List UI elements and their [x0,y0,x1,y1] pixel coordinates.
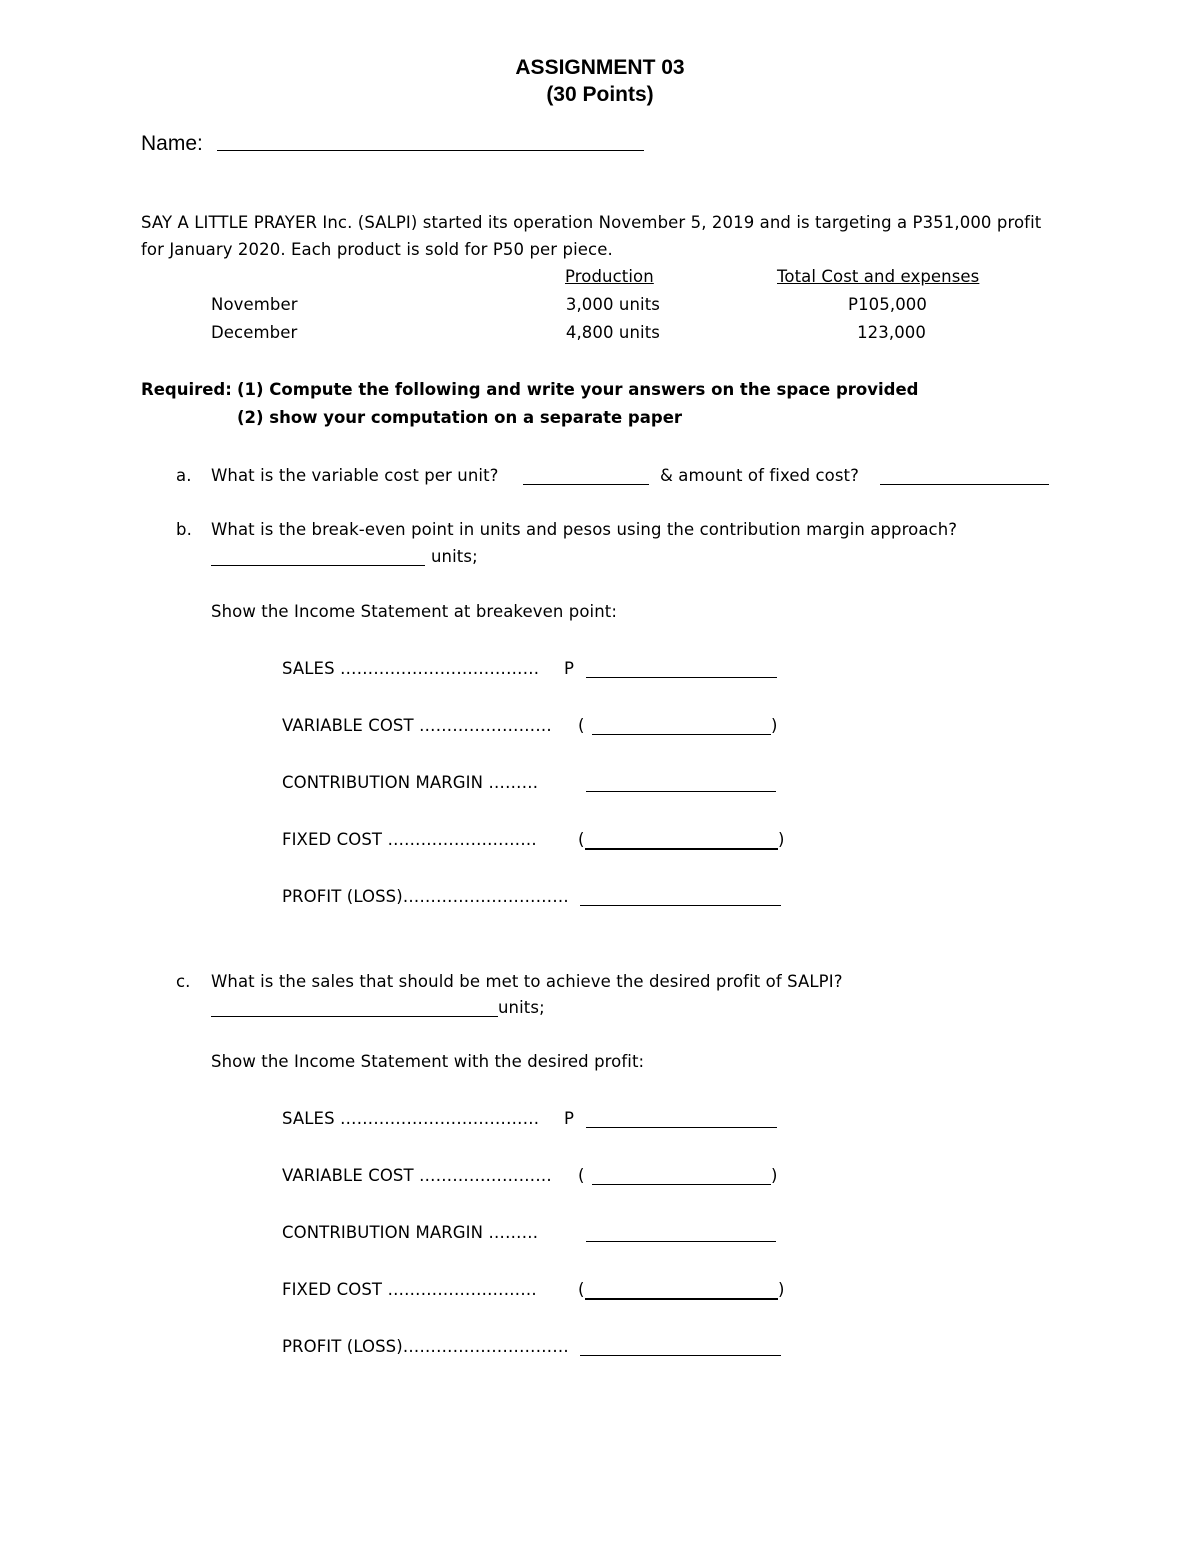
assignment-title: ASSIGNMENT 03 [515,56,685,79]
b-contribution-margin-label: CONTRIBUTION MARGIN ……… [282,773,539,792]
c-vc-open-paren: ( [578,1166,585,1185]
question-c-units: units; [498,998,545,1017]
name-blank[interactable] [217,150,644,151]
b-contribution-margin-blank[interactable] [586,791,776,792]
breakeven-units-blank[interactable] [211,565,425,566]
c-contribution-margin-blank[interactable] [586,1241,776,1242]
c-sales-label: SALES ……………………………… [282,1109,540,1128]
question-b-units: units; [431,547,478,566]
question-a-marker: a. [176,466,192,485]
question-b-is-title: Show the Income Statement at breakeven point: [211,602,617,621]
december-production: 4,800 units [565,323,660,342]
b-fixed-cost-blank[interactable] [585,848,778,850]
c-fc-close-paren: ) [778,1280,785,1299]
required-label: Required: [141,380,232,399]
november-production: 3,000 units [565,295,660,314]
question-a-text: What is the variable cost per unit? [211,466,499,485]
c-contribution-margin-label: CONTRIBUTION MARGIN ……… [282,1223,539,1242]
november-label: November [211,295,298,314]
b-variable-cost-blank[interactable] [592,734,771,735]
question-a-mid: & amount of fixed cost? [660,466,859,485]
question-c-is-title: Show the Income Statement with the desired profit: [211,1052,645,1071]
c-fixed-cost-blank[interactable] [585,1298,778,1300]
points-subtitle: (30 Points) [546,83,654,106]
b-fixed-cost-label: FIXED COST ……………………… [282,830,537,849]
c-fixed-cost-label: FIXED COST ……………………… [282,1280,537,1299]
c-peso-sign: P [564,1109,575,1128]
november-cost: P105,000 [848,295,927,314]
c-profit-label: PROFIT (LOSS)………………………… [282,1337,569,1356]
question-c-marker: c. [176,972,191,991]
intro-line-2: for January 2020. Each product is sold for P50 per piece. [141,240,613,259]
b-vc-close-paren: ) [771,716,778,735]
c-variable-cost-label: VARIABLE COST …………………… [282,1166,552,1185]
required-item-2: (2) show your computation on a separate paper [237,408,683,427]
b-profit-label: PROFIT (LOSS)………………………… [282,887,569,906]
cost-header: Total Cost and expenses [777,267,980,286]
question-b-text: What is the break-even point in units and pesos using the contribution margin approach? [211,520,958,539]
b-variable-cost-label: VARIABLE COST …………………… [282,716,552,735]
question-c-text: What is the sales that should be met to achieve the desired profit of SALPI? [211,972,843,991]
december-cost: 123,000 [857,323,926,342]
b-profit-blank[interactable] [580,905,781,906]
fixed-cost-blank[interactable] [880,484,1049,485]
production-header: Production [565,267,654,286]
c-profit-blank[interactable] [580,1355,781,1356]
variable-cost-blank[interactable] [523,484,649,485]
c-vc-close-paren: ) [771,1166,778,1185]
required-item-1: (1) Compute the following and write your answers on the space provided [237,380,919,399]
december-label: December [211,323,298,342]
name-label: Name: [141,132,203,155]
question-b-marker: b. [176,520,192,539]
desired-sales-units-blank[interactable] [211,1016,498,1017]
c-sales-blank[interactable] [586,1127,777,1128]
b-peso-sign: P [564,659,575,678]
b-fc-close-paren: ) [778,830,785,849]
intro-line-1: SAY A LITTLE PRAYER Inc. (SALPI) started its operation November 5, 2019 and is targeting a P351,000 profit [141,213,1042,232]
b-sales-label: SALES ……………………………… [282,659,540,678]
b-fc-open-paren: ( [578,830,585,849]
b-vc-open-paren: ( [578,716,585,735]
c-fc-open-paren: ( [578,1280,585,1299]
b-sales-blank[interactable] [586,677,777,678]
c-variable-cost-blank[interactable] [592,1184,771,1185]
